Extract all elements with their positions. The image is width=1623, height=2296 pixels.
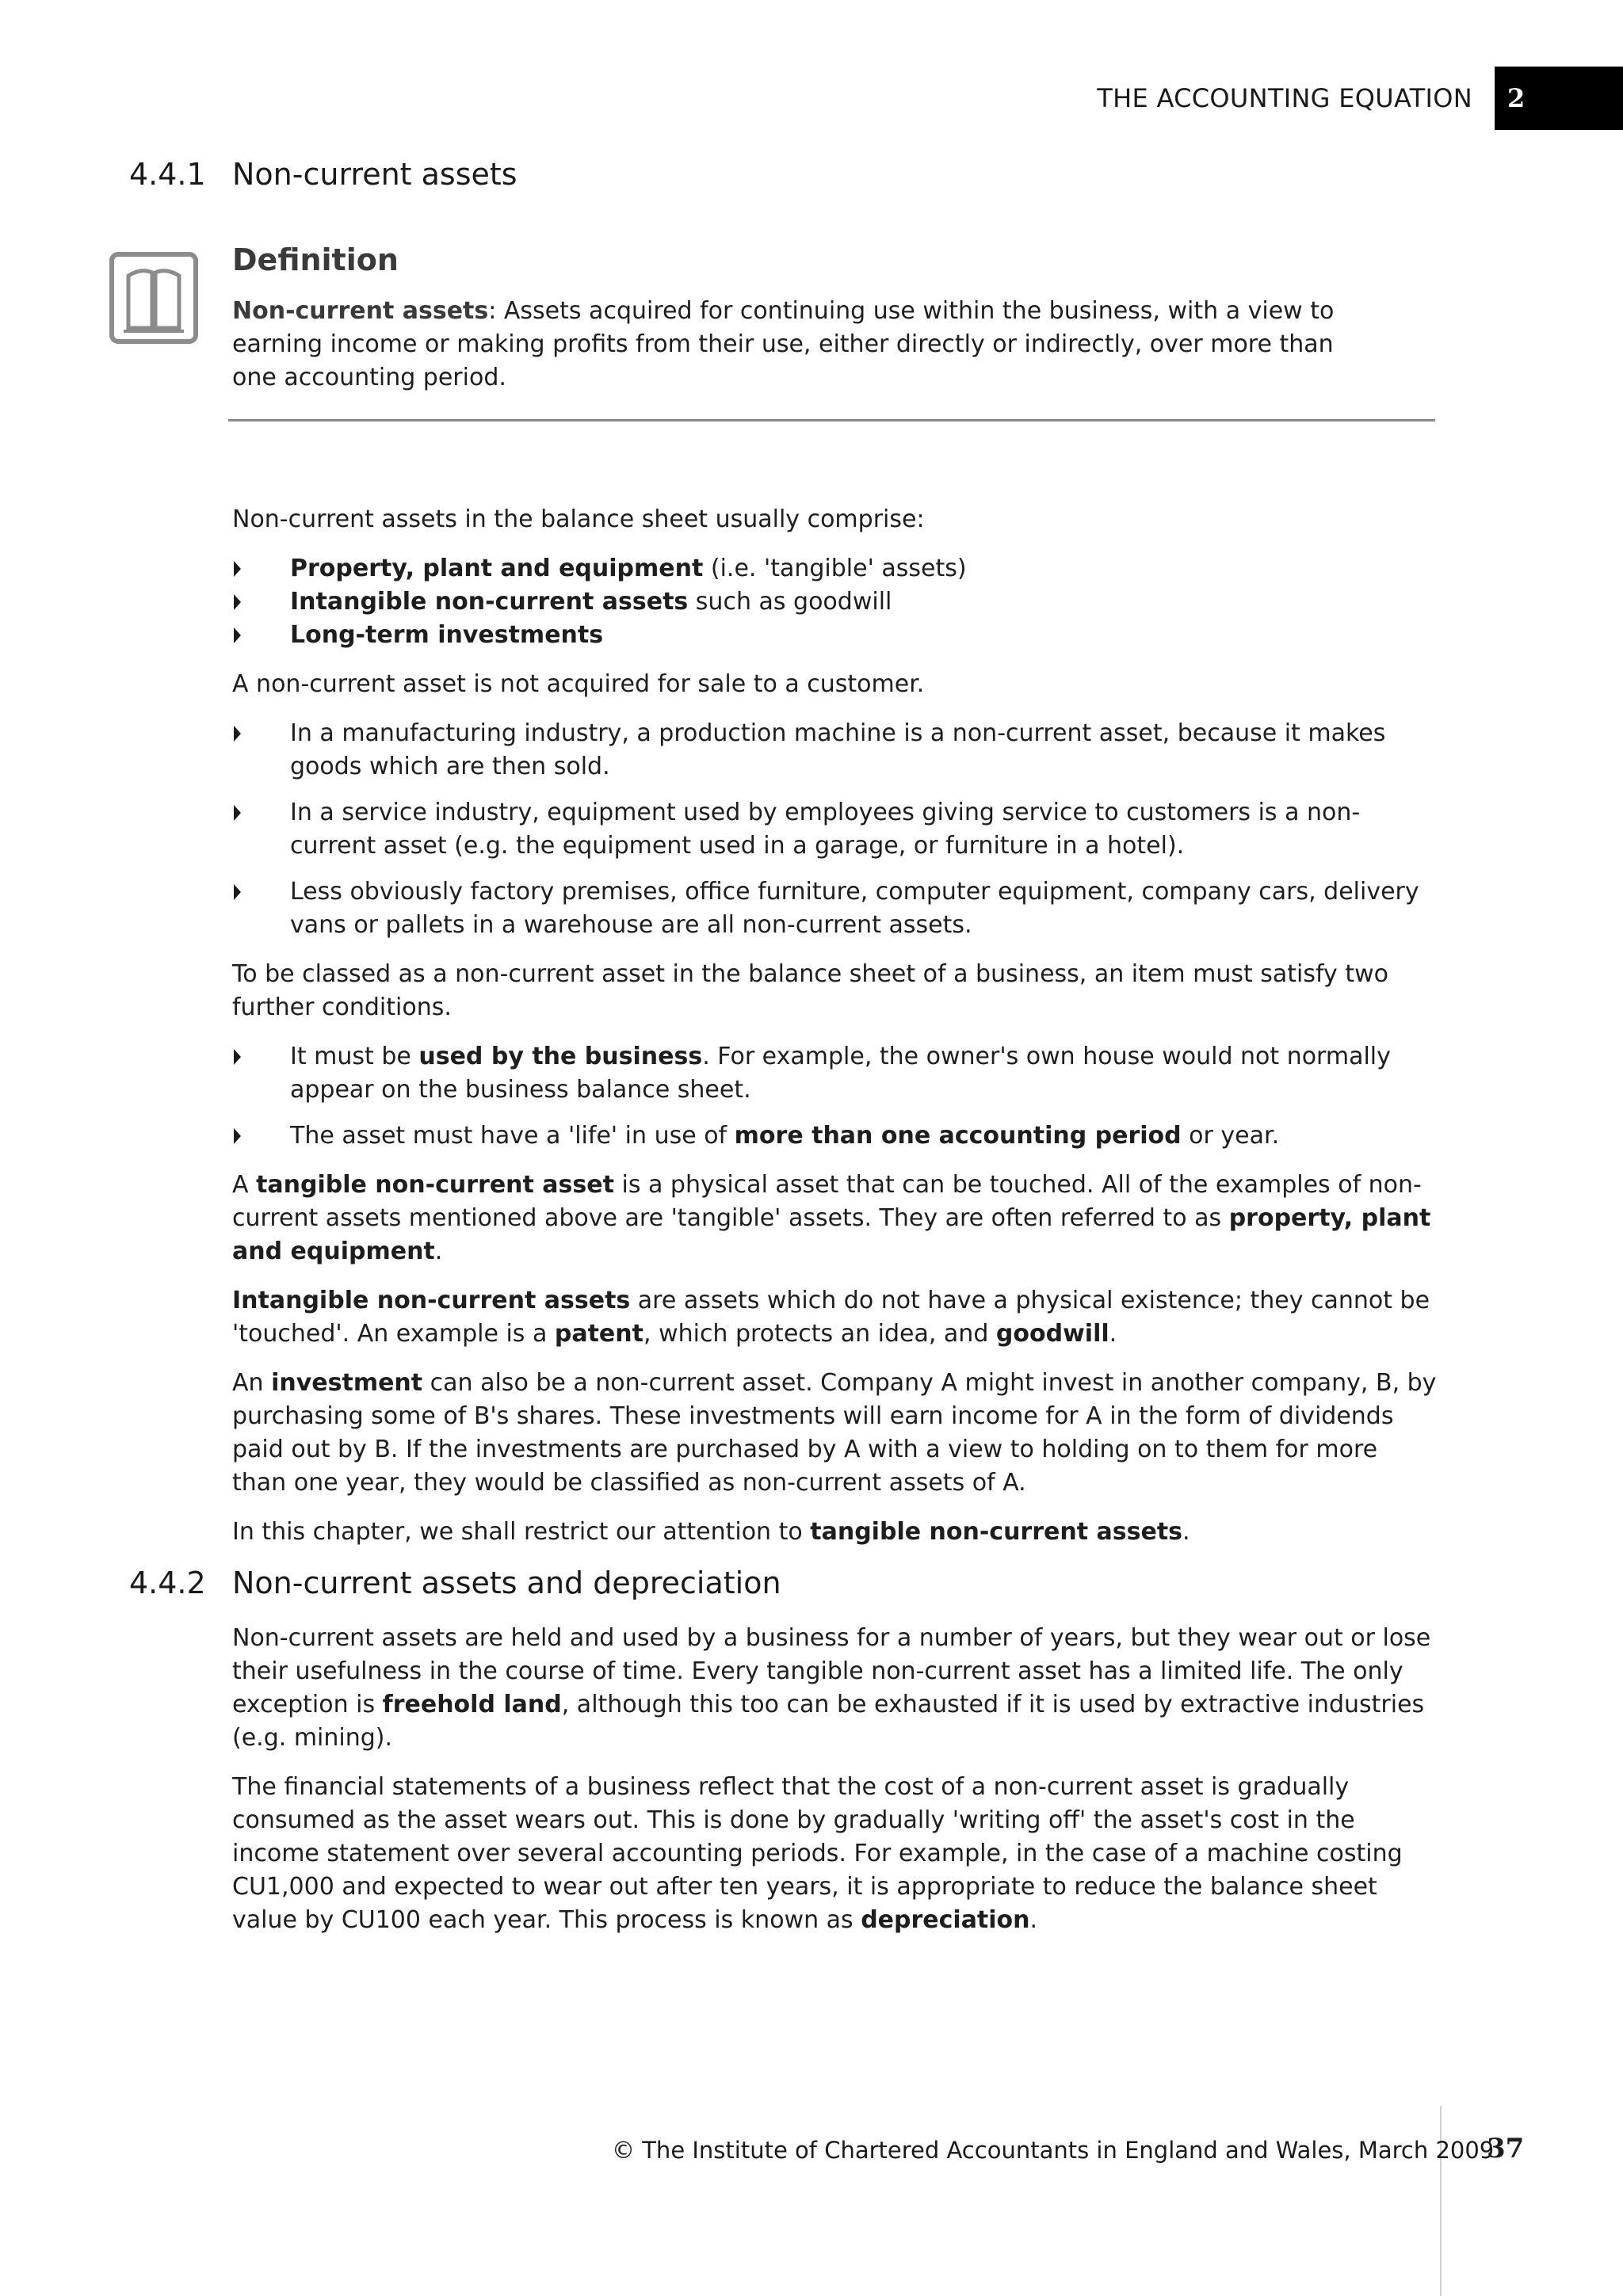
page-number: 37 xyxy=(1487,2133,1525,2164)
section-4-4-2-body xyxy=(232,1622,1437,1953)
list-item-text: or year. xyxy=(1181,1122,1280,1150)
bullet-arrow-icon xyxy=(234,627,241,643)
footer-divider xyxy=(1440,2106,1442,2296)
list-item-bold: Long-term investments xyxy=(290,621,604,649)
definition-title: Definition xyxy=(232,242,399,277)
footer-copyright: © The Institute of Chartered Accountants in England and Wales, March 2009 xyxy=(612,2137,1495,2164)
section-number: 4.4.1 xyxy=(129,157,206,192)
tangible-paragraph: A tangible non-current asset is a physical asset that can be touched. All of the examples of non-current assets mentioned above are 'tangible' assets. They are often referred to as property, plant and equipment. xyxy=(232,1171,1431,1265)
section-4-4-1-body xyxy=(232,503,1437,1565)
depreciation-paragraph-1: Non-current assets are held and used by a business for a number of years, but they wear out or lose their usefulness in the course of time. Every tangible non-current asset has a limited life. The only exception is freehold land, although this too can be exhausted if it is used by extractive industries (e.g. mining). xyxy=(232,1624,1431,1752)
list-item xyxy=(232,552,1437,585)
list-item xyxy=(232,875,1437,942)
bullet-arrow-icon xyxy=(234,561,241,577)
list-item-bold: more than one accounting period xyxy=(734,1122,1182,1150)
list-item-text: . For example, the owner's own house would not normally appear on the business balance sheet. xyxy=(290,1043,1391,1104)
list-item xyxy=(232,585,1437,619)
chapter-number-tab: 2 xyxy=(1495,67,1623,130)
intangible-paragraph: Intangible non-current assets are assets which do not have a physical existence; they cannot be 'touched'. An example is a patent, which protects an idea, and goodwill. xyxy=(232,1287,1430,1348)
list-item-text: The asset must have a 'life' in use of xyxy=(290,1122,735,1150)
list-item xyxy=(232,796,1437,863)
not-for-sale-paragraph: A non-current asset is not acquired for sale to a customer. xyxy=(232,670,925,698)
examples-list xyxy=(232,717,1437,942)
bullet-arrow-icon xyxy=(234,1128,241,1144)
list-item-text: such as goodwill xyxy=(688,588,892,616)
running-header-title: THE ACCOUNTING EQUATION xyxy=(1097,83,1472,113)
list-item xyxy=(232,717,1437,784)
section-title: Non-current assets xyxy=(232,157,517,192)
conditions-intro-paragraph: To be classed as a non-current asset in the balance sheet of a business, an item must satisfy two further conditions. xyxy=(232,960,1388,1021)
book-icon xyxy=(109,252,198,344)
list-item xyxy=(232,1040,1437,1107)
restrict-paragraph: In this chapter, we shall restrict our attention to tangible non-current assets. xyxy=(232,1518,1190,1546)
list-item-text: In a manufacturing industry, a production machine is a non-current asset, because it makes goods which are then sold. xyxy=(290,719,1386,780)
definition-divider xyxy=(228,419,1435,421)
list-item-bold: used by the business xyxy=(418,1043,703,1070)
list-item xyxy=(232,619,1437,652)
section-title: Non-current assets and depreciation xyxy=(232,1566,781,1600)
comprise-list xyxy=(232,552,1437,652)
running-header xyxy=(1097,67,1623,130)
list-item-bold: Intangible non-current assets xyxy=(290,588,689,616)
definition-text xyxy=(232,295,1365,395)
bullet-arrow-icon xyxy=(234,1049,241,1065)
list-item-text: (i.e. 'tangible' assets) xyxy=(703,555,967,582)
intro-paragraph: Non-current assets in the balance sheet usually comprise: xyxy=(232,505,925,533)
section-heading-4-4-2 xyxy=(129,1566,781,1600)
bullet-arrow-icon xyxy=(234,805,241,821)
definition-body: : Assets acquired for continuing use within the business, with a view to earning income or making profits from their use, either directly or indirectly, over more than one accounting period. xyxy=(232,297,1335,391)
list-item-text: Less obviously factory premises, office furniture, computer equipment, company cars, delivery vans or pallets in a warehouse are all non-current assets. xyxy=(290,878,1419,939)
definition-box xyxy=(232,242,1437,395)
list-item-text: It must be xyxy=(290,1043,419,1070)
section-heading-4-4-1 xyxy=(129,157,517,192)
bullet-arrow-icon xyxy=(234,594,241,610)
conditions-list xyxy=(232,1040,1437,1153)
list-item xyxy=(232,1119,1437,1153)
list-item-text: In a service industry, equipment used by employees giving service to customers is a non-current asset (e.g. the equipment used in a garage, or furniture in a hotel). xyxy=(290,799,1361,860)
definition-term: Non-current assets xyxy=(232,297,489,325)
investment-paragraph: An investment can also be a non-current asset. Company A might invest in another company, B, by purchasing some of B's shares. These investments will earn income for A in the form of dividends paid out by B. If the investments are purchased by A with a view to holding on to them for more than one year, they would be classified as non-current assets of A. xyxy=(232,1369,1437,1497)
bullet-arrow-icon xyxy=(234,884,241,900)
section-number: 4.4.2 xyxy=(129,1566,206,1600)
depreciation-paragraph-2: The financial statements of a business reflect that the cost of a non-current asset is gradually consumed as the asset wears out. This is done by gradually 'writing off' the asset's cost in the income statement over several accounting periods. For example, in the case of a machine costing CU1,000 and expected to wear out after ten years, it is appropriate to reduce the balance sheet value by CU100 each year. This process is known as depreciation. xyxy=(232,1773,1403,1934)
bullet-arrow-icon xyxy=(234,726,241,742)
list-item-bold: Property, plant and equipment xyxy=(290,555,704,582)
